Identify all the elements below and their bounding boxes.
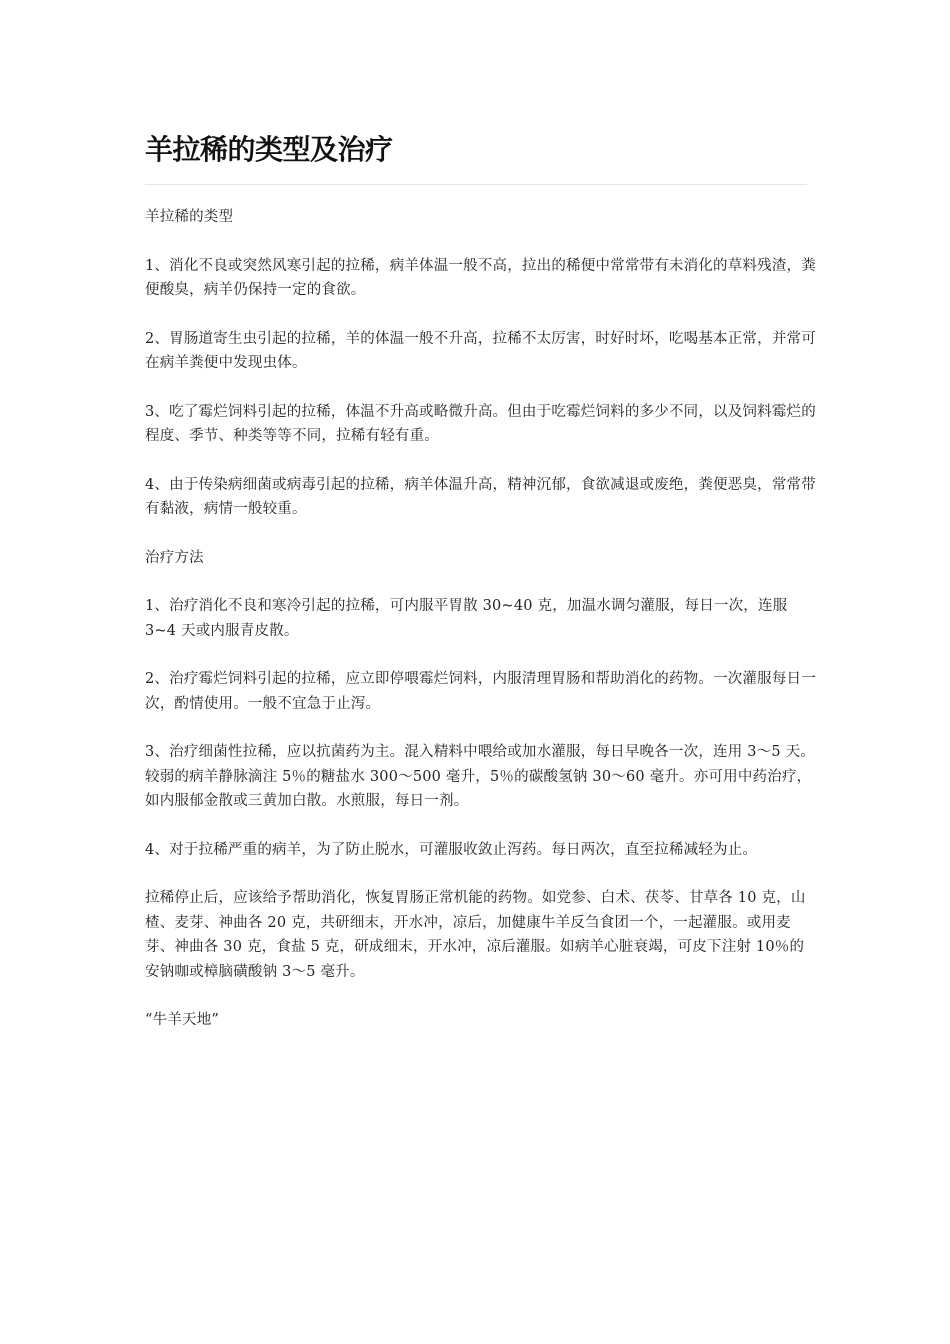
treatment-paragraph-aftercare: 拉稀停止后，应该给予帮助消化，恢复胃肠正常机能的药物。如党参、白术、茯苓、甘草各 10 克，山楂、麦芽、神曲各 20 克，共研细末，开水冲，凉后，加健康牛羊反刍食团一个，一起灌服。或用麦芽、神曲各 30 克，食盐 5 克，研成细末，开水冲，凉后灌服。如病羊心脏衰竭，可皮下注射 10％的安钠咖或樟脑磺酸钠 3～5 毫升。 — [145, 890, 806, 980]
section-types — [145, 205, 817, 522]
types-paragraph-1: 1、消化不良或突然风寒引起的拉稀，病羊体温一般不高，拉出的稀便中常常带有未消化的草料残渣，粪便酸臭，病羊仍保持一定的食欲。 — [145, 257, 816, 298]
document-title: 羊拉稀的类型及治疗 — [145, 133, 393, 166]
treatment-paragraph-3: 3、治疗细菌性拉稀，应以抗菌药为主。混入精料中喂给或加水灌服，每日早晚各一次，连用 3～5 天。较弱的病羊静脉滴注 5％的糖盐水 300～500 毫升，5％的碳酸氢钠 30～60 毫升。亦可用中药治疗，如内服郁金散或三黄加白散。水煎服，每日一剂。 — [145, 744, 815, 809]
treatment-paragraph-1: 1、治疗消化不良和寒冷引起的拉稀，可内服平胃散 30~40 克，加温水调匀灌服，每日一次，连服 3~4 天或内服青皮散。 — [145, 598, 788, 639]
types-paragraph-4: 4、由于传染病细菌或病毒引起的拉稀，病羊体温升高，精神沉郁，食欲减退或废绝，粪便恶臭，常常带有黏液，病情一般较重。 — [145, 476, 816, 517]
source-attribution: “牛羊天地” — [145, 1012, 220, 1028]
document-page — [145, 128, 817, 1033]
section-heading-treatment: 治疗方法 — [145, 549, 204, 566]
section-heading-types: 羊拉稀的类型 — [145, 209, 234, 225]
treatment-paragraph-2: 2、治疗霉烂饲料引起的拉稀，应立即停喂霉烂饲料，内服清理胃肠和帮助消化的药物。一次灌服每日一次，酌情使用。一般不宜急于止泻。 — [145, 671, 816, 712]
title-divider — [145, 184, 807, 185]
treatment-paragraph-4: 4、对于拉稀严重的病羊，为了防止脱水，可灌服收敛止泻药。每日两次，直至拉稀减轻为止。 — [145, 841, 758, 858]
section-treatment — [145, 546, 817, 985]
types-paragraph-2: 2、胃肠道寄生虫引起的拉稀，羊的体温一般不升高，拉稀不太厉害，时好时坏，吃喝基本正常，并常可在病羊粪便中发现虫体。 — [145, 330, 816, 371]
types-paragraph-3: 3、吃了霉烂饲料引起的拉稀，体温不升高或略微升高。但由于吃霉烂饲料的多少不同，以及饲料霉烂的程度、季节、种类等等不同，拉稀有轻有重。 — [145, 403, 816, 444]
document-body — [145, 205, 817, 1033]
